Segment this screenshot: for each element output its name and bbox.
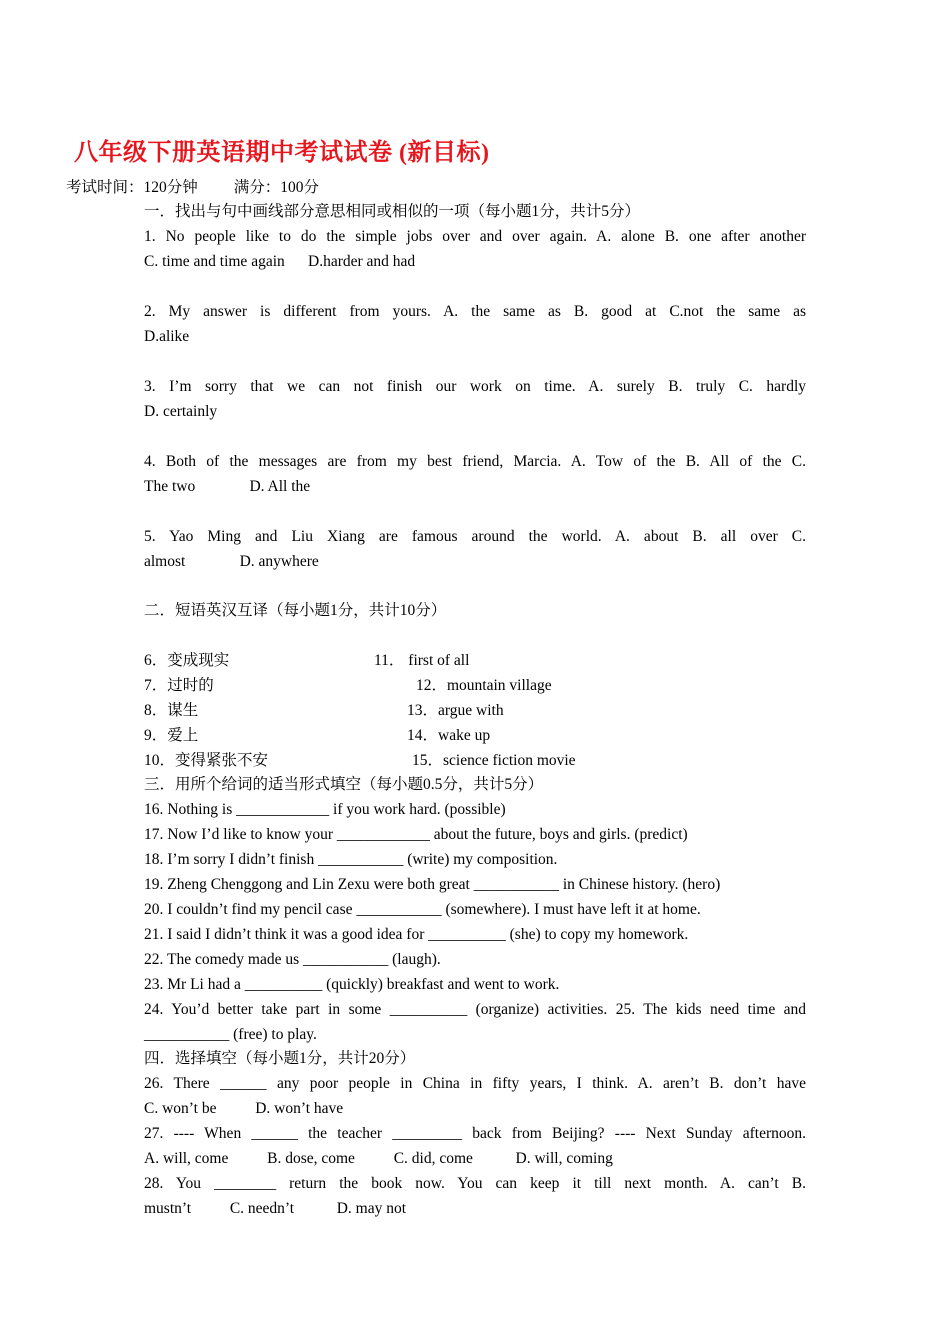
fill-question-16: 16. Nothing is ____________ if you work hard. (possible)	[144, 801, 506, 818]
translate-row: 9．爱上 14．wake up	[144, 727, 491, 744]
fill-question-17: 17. Now I’d like to know your ____________ about the future, boys and girls. (predict)	[144, 826, 688, 843]
question-2: 2. My answer is different from yours. A. the same as B. good at C.not the same as	[144, 303, 807, 320]
fill-question-18: 18. I’m sorry I didn’t finish ___________ (write) my composition.	[144, 851, 558, 868]
translate-row: 10．变得紧张不安 15．science fiction movie	[144, 752, 576, 769]
fill-question-24-25: 24. You’d better take part in some __________ (organize) activities. 25. The kids need time and	[144, 1001, 807, 1018]
section-1-heading: 一．找出与句中画线部分意思相同或相似的一项（每小题1分，共计5分）	[144, 203, 641, 220]
fill-question-23: 23. Mr Li had a __________ (quickly) breakfast and went to work.	[144, 976, 560, 993]
question-1-options: C. time and time again D.harder and had	[144, 253, 416, 270]
question-4-options: The two D. All the	[144, 478, 311, 495]
section-4-heading: 四．选择填空（每小题1分，共计20分）	[144, 1050, 416, 1067]
fill-question-25-cont: ___________ (free) to play.	[144, 1026, 317, 1043]
exam-score: 满分：100分	[233, 179, 320, 196]
question-26-options: C. won’t be D. won’t have	[144, 1100, 344, 1117]
question-3-options: D. certainly	[144, 403, 218, 420]
fill-question-22: 22. The comedy made us ___________ (laugh).	[144, 951, 441, 968]
exam-time: 考试时间：120分钟	[66, 179, 198, 196]
translate-row: 7．过时的 12．mountain village	[144, 677, 552, 694]
section-2-heading: 二．短语英汉互译（每小题1分，共计10分）	[144, 602, 447, 619]
question-28-options: mustn’t C. needn’t D. may not	[144, 1200, 407, 1217]
section-3-heading: 三．用所个给词的适当形式填空（每小题0.5分，共计5分）	[144, 776, 544, 793]
fill-question-21: 21. I said I didn’t think it was a good idea for __________ (she) to copy my homework.	[144, 926, 689, 943]
question-28: 28. You ________ return the book now. You can keep it till next month. A. can’t B.	[144, 1175, 807, 1192]
exam-info	[66, 175, 319, 197]
question-27: 27. ---- When ______ the teacher _________ back from Beijing? ---- Next Sunday afternoon.	[144, 1125, 806, 1142]
question-26: 26. There ______ any poor people in China in fifty years, I think. A. aren’t B. don’t have	[144, 1075, 806, 1092]
question-27-options: A. will, come B. dose, come C. did, come D. will, coming	[144, 1150, 613, 1167]
translate-row: 8．谋生 13．argue with	[144, 702, 504, 719]
page-title: 八年级下册英语期中考试试卷 (新目标)	[74, 140, 490, 166]
question-5-options: almost D. anywhere	[144, 553, 319, 570]
question-1: 1. No people like to do the simple jobs over and over again. A. alone B. one after another	[144, 228, 806, 245]
fill-question-20: 20. I couldn’t find my pencil case ___________ (somewhere). I must have left it at home.	[144, 901, 701, 918]
fill-question-19: 19. Zheng Chenggong and Lin Zexu were both great ___________ in Chinese history. (hero)	[144, 876, 721, 893]
translate-row: 6．变成现实 11． first of all	[144, 652, 470, 669]
question-4: 4. Both of the messages are from my best friend, Marcia. A. Tow of the B. All of the C.	[144, 453, 807, 470]
question-5: 5. Yao Ming and Liu Xiang are famous around the world. A. about B. all over C.	[144, 528, 807, 545]
question-2-options: D.alike	[144, 328, 190, 345]
question-3: 3. I’m sorry that we can not finish our work on time. A. surely B. truly C. hardly	[144, 378, 807, 395]
